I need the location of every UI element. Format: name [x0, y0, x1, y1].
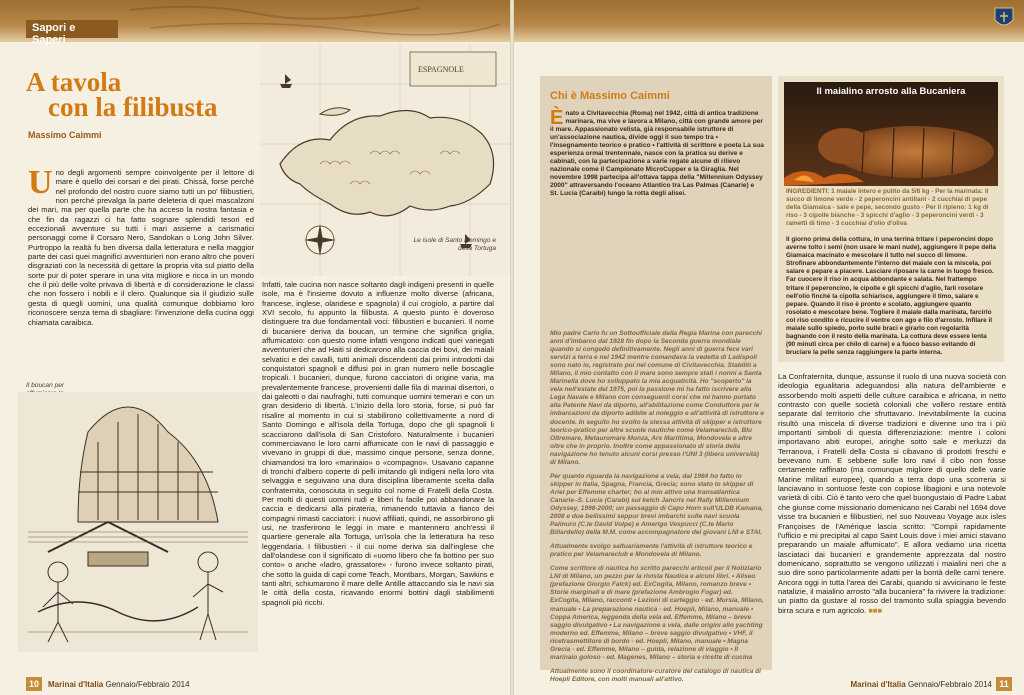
drop-cap: U — [28, 164, 53, 201]
footer-issue-right: Gennaio/Febbraio 2014 — [907, 680, 992, 689]
recipe-procedure: Il giorno prima della cottura, in una terrina tritare i peperoncini dopo averne tolto i semi (non usare le mani nude), aggiungere il pepe della Giamaica macinato e mescolare il tutto nel succo di limone. Strofinare abbondantemente l'interno del maiale con la miscela, poi salare e pepare a piacere. Lasciare riposare la carne in luogo fresco. Far cuocere il riso in acqua abbondante e salata. Nel frattempo tritare il peperoncino, le cipolle e gli spicchi d'aglio, farli rosolare nell'olio finché la cipolla schiarisce, aggiungere il timo, salare e pepare. Quando il riso è pronto e scolato, aggiungere quanto rosolato e mescolare bene. Togliere il maiale dalla marinata, farcirlo col riso condito e ricucire il ventre con ago e filo d'arrosto. Infilare il maiale sullo spiedo, porlo sulle braci e girarlo con regolarità bagnando con il resto della marinata. La cottura deve essere lenta (90 minuti circa per chilo di carne) e a fuoco basso evitando di bruciare la pelle senza raggiungere la parte interna. — [786, 236, 996, 357]
end-mark: ■■■ — [868, 605, 883, 615]
footer-magazine-left: Marinai d'Italia — [48, 680, 104, 689]
recipe-title: Il maialino arrosto alla Bucaniera — [816, 86, 966, 97]
sidebar-bio-text: nato a Civitavecchia (Roma) nel 1942, città di antica tradizione marinara, ma vive e lavora a Milano, città con grande amore per il mare. Appassionato velista, già responsabile istruttore di un'associazione nautica, divide oggi il suo tempo tra • l'insegnamento teorico e pratico • l'attività di scrittore e poeta La sua esperienza ormai trentennale, nasce con la pratica su derive e cabinati, con la partecipazione a varie regate alcune di rilievo nazionale come il Campionato MicroCupper e la Giraglia. Nel novembre 1998 partecipa all'ottava tappa della "Millennium Odyssey 2000" attraversando l'oceano Atlantico tra Las Palmas (Canarie) e St. Lucia (Caraibi) lungo la rotta degli alisei. — [550, 110, 764, 198]
author-bio-box — [540, 76, 772, 683]
sidebar-paragraph-1: Mio padre Carlo fu un Sottoufficiale della Regia Marina con parecchi anni d'imbarco dal 1928 fin dopo la Seconda guerra mondiale quando si congedò definitivamente. Negli anni di guerra fece vari servizi a terra e nel 1942 mentre comandava la vedetta di Ladispoli sono nato io, registrato poi nel comune di Civitavecchia. Stabiliti a Milano, il mio contatto con il mare sono sempre stati i nonni a Santa Marinella dove ho sviluppato la mia acquaticità. Ho "scoperto" la vela nell'estate del 1975, poi la passione mi ha fatto iscrivere alla Lega Navale e Milano con conseguenti corsi che mi hanno portato alla Patente Navi da diporto, all'abilitazione come Conduttore per le imbarcazioni da diporto adibite al noleggio e all'attività di istruttore e docente. In seguito ho svolto la stessa attività di skipper e istruttore teorico-pratico per altre scuole nautiche come Velamareclub, Blu Oltremare, Metauromare Monza, Ars Marittima, Mondovela e altre oltre che in proprio. Inoltre come appassionato di storia della navigazione ho tenuto alcuni corsi presso l'UNI 3 (libera università) di Milano. — [550, 330, 764, 466]
footer-issue-left: Gennaio/Febbraio 2014 — [105, 680, 190, 689]
sidebar-paragraph-5: Attualmente sono il coordinatore-curatore del catalogo di nautica di Hoepli Editore, con molti manuali all'attivo. — [550, 667, 761, 683]
column-1-text: no degli argomenti sempre coinvolgente per il lettore di mare è quello dei corsari e dei pirati. Chissà, forse perché nel profondo del nostro cuore siamo tutti un po' filibustieri, non perché prevalga la parte deleteria di quei mascalzoni dei mari, ma per quella parte che ha acceso la nostra fantasia e che fin da ragazzi ci ha fatto sognare splendidi tesori ed eccezionali avventure su tutti i mari assieme a carismatici personaggi come il Corsaro Nero, Sandokan o Long John Silver. Purtroppo la realtà fu ben diversa dalla letteratura e nella maggior parte dei casi quei magnifici avventurieri non erano altro che poveri disgraziati con la necessità di gettare la propria vita sul piatto della sorte pur di poter sperare in una vita migliore e ricca in un mondo che il più delle volte privava di libertà e di considerazione le classi che non fossero i nobili e il clero. Qualunque sia il giudizio sulle gesta di quegli uomini, una qualità comunque dobbiamo loro riconoscere senza tema di sbagliare: l'invenzione della cucina oggi chiamata caraibica. — [28, 168, 254, 327]
map-caption: Le isole di Santo Domingo e della Tortuga — [413, 237, 496, 252]
page-number-left: 10 — [26, 677, 42, 691]
title-line-1: A tavola — [26, 67, 122, 97]
sidebar-drop-cap: È — [550, 107, 564, 129]
footer-left-text — [48, 680, 190, 689]
article-column-2: Infatti, tale cucina non nasce soltanto dagli indigeni presenti in quelle isole, ma è l'insieme dovuto a influenze molto diverse (africana, francese, inglese, olandese e spagnola) il cui crogiolo, a partire dal XVI secolo, fu appunto la filibusta. A questo punto è doveroso distinguere tra due fondamentali voci: filibustieri e bucanieri. Il nome di bucaniere deriva da boucan, un termine che significa griglia, affumicatoio: con questo nome infatti vengono indicati quei variegati avventurieri che ad Haiti si dedicarono alla caccia dei bovi, dei maiali selvatici e dei cavalli, tutti animali discendenti dai primi introdotti dai conquistatori spagnoli e diffusi poi in gran numero nelle boscaglie tropicali. I bucanieri, dunque, furono cacciatori di origine varia, ma prevalentemente francese, provenienti dalle fila di marinai disertori, o dai galeotti o dai naufraghi, tutti comunque uomini temerari e con un gran desiderio di libertà. L'inizio della loro storia, forse, si può far risalire al momento in cui si stabilirono collettivamente a nord di Santo Domingo e all'isola della Tortuga, dopo che gli spagnoli li scacciarono dall'isola di San Cristoforo. Naturalmente i bucanieri commerciavano le loro carni affumicate con le navi di passaggio e vivevano in gruppi di due, massimo cinque persone, senza donne, chiamandosi tra loro «marinaio» o «compagno». Usavano capanne di tronchi d'albero coperte di pelli imitando gli indigeni nella loro vita selvaggia e seguivano una dura disciplina liberamente scelta dalla confraternita, conosciuta in seguito col nome di Fratelli della Costa. Per molti di questi uomini rudi e liberi fu facile poi abbandonare la caccia e dedicarsi alla pirateria, rimanendo tuttavia a fianco dei compagni rimasti cacciatori: i nuovi affiliati, quindi, ne assorbirono gli usi, ne trasferirono le leggi in mare e mantennero anch'essi il quartiere generale alla Tortuga, un'isola che la letteratura ha reso leggendaria. I filibustieri - il cui nome deriva sia dall'inglese che dall'olandese con il significato di «uomo libero che fa bottino per suo conto» o anche «ladro, grassatore» - furono invece soltanto pirati, che sotto la guida di capi come Teach, Montbars, Morgan, Sawkins e tanti altri, schiumarono il mare delle Antille attaccando sia le navi sia le città della costa, ricavando enormi bottini dagli stabilimenti spagnoli più ricchi. — [262, 280, 494, 607]
sidebar-title: Chi è Massimo Caimmi — [550, 90, 670, 102]
sidebar-memoir — [550, 330, 764, 690]
page-number-right: 11 — [996, 677, 1012, 691]
sidebar-bio — [550, 107, 764, 199]
engraving-caption: Il boucan per — [26, 382, 65, 389]
footer-magazine-right: Marinai d'Italia — [850, 680, 906, 689]
recipe-box — [778, 76, 1004, 362]
left-page — [0, 0, 510, 695]
right-footer — [514, 675, 1024, 695]
recipe-ingredients: INGREDIENTI: 1 maiale intero e pulito da 5/8 kg - Per la marinata: il succo di limone verde - 2 peperoncini antillani - 2 cucchiai di pepe della Giamaica - sale e pepe, secondo gusto - Per il ripieno: 1 kg di riso - 3 cipolle bianche - 3 spicchi d'aglio - 3 peperoncini verdi - 3 rametti di timo - 3 cucchiai d'olio d'oliva — [786, 188, 989, 228]
article-title — [26, 67, 256, 122]
sidebar-paragraph-3: Attualmente svolgo saltuariamente l'attività di istruttore teorico e pratico per Velamareclub e Mondovela di Milano. — [550, 543, 753, 559]
footer-right-text — [850, 680, 992, 689]
section-label: Sapori e Saperi — [26, 20, 118, 38]
right-page — [514, 0, 1024, 695]
left-footer — [0, 675, 510, 695]
article-column-3 — [778, 372, 1006, 615]
section-header-band-right — [514, 0, 1024, 42]
sidebar-paragraph-2: Per quanto riguarda la navigazione a vela, dal 1984 ho fatto lo skipper in Italia, Spagna, Francia, Grecia; sono stato lo skipper di Ariel per Effemme charter; ho al mio attivo una transatlantica Canarie–S. Lucia (Carabi) sul ketch Jancris nel Rally Millennium Odyssey, 1998-2000; un passaggio di Capo Horn sull'ULDB Kamana, 2008 e due bellissimi seppur brevi imbarchi sulle navi scuola Palinuro (C.te David Volpe) e Amerigo Vespucci (C.te Mario Billardello) della M.M. come accompagnatore dei giovani LNI e STAI. — [550, 472, 764, 537]
boucan-engraving — [18, 392, 258, 652]
map-label: ESPAGNOLE — [418, 65, 464, 74]
column-3-text: La Confraternita, dunque, assunse il ruolo di una nuova società con ideologia egualitaria adeguandosi alla natura dell'ambiente e assorbendo molti aspetti delle culture caraibica e africana, in netto contrasto con quelle società coloniali che vollero restare entità separate dal territorio che sfruttavano. Inevitabilmente la cucina risultò una miscela di diverse tradizioni e divenne uno tra i più importanti simboli di questa differenziazione: mentre i coloni importavano abiti europei, aringhe sotto sale e merluzzi da Terranova, i Fratelli della Costa si cibavano di prodotti freschi e bevevano rum. E sebbene sulle loro navi il cibo non fosse certamente raffinato (ma comunque migliore di quello delle varie Marine militari europee), quando a terra dopo una scorreria si lanciavano in sontuose feste con copiose libagioni e una notevole varietà di cibi. Ciò è tanto vero che quel buongustaio di Padre Labat che giunse come missionario domenicano nei Carabi nel 1694 dove visse tra bucanieri e filibustieri, nel suo Nouveau Voyage aux isles Françoises de l'Amérique lascia scritto: "Compii rapidamente l'ufficio e mi precipitai al capo Saint Louis dove i miei amici stavano preparando un maiale affumicato". E allora vediamo una ricetta lasciataci dai bucanieri e grandemente apprezzata dal nostro domenicano, soprattutto se vengono utilizzati i maialini neri che a suo dire sono particolarmente adatti per la bontà delle carni tenere. Ancora oggi in tutta l'area dei Carabi, quando si avvicinano le feste natalizie, il maialino arrosto "alla bucaniera" fa rivivere la tradizione: un piatto da gustare al rosso del tramonto sulla spiaggia bevendo birra scura e rum agricolo. — [778, 372, 1006, 615]
article-column-1 — [28, 164, 254, 327]
roast-pig-photo — [784, 82, 998, 186]
title-line-2: con la filibusta — [48, 92, 218, 122]
navy-crest-icon — [994, 6, 1014, 30]
sidebar-paragraph-4: Come scrittore di nautica ho scritto parecchi articoli per il Notiziario LNI di Milano, un pezzo per la rivista Nautica e alcuni libri. • Aliseo (prefazione Giorgio Falck) ed. ExCogita, Milano, romanzo breve • Storie marginali e di mare (prefazione Ambrogio Fogar) ed. ExCogita, Milano, racconti • Lezioni di carteggio - ed. Mursia, Milano, manuale • La preparazione nautica - ed. Hoepli, Milano, manuale • Coppa America, leggenda della vela ed. Effemme, Milano – breve saggio divulgativo • La navigazione a vela, dalle origini allo yachting moderno ed. Effemme, Milano – breve saggio divulgativo • VHF, il ricetrasmettitore di bordo - ed. Hoepli, Milano, manuale • Magna Grecia - ed. Effemme, Milano – guida, relazione di viaggio • Il marinaio goloso - ed. Magenes, Milano – storia e ricette di cucina — [550, 565, 764, 661]
article-author: Massimo Caimmi — [28, 130, 102, 140]
